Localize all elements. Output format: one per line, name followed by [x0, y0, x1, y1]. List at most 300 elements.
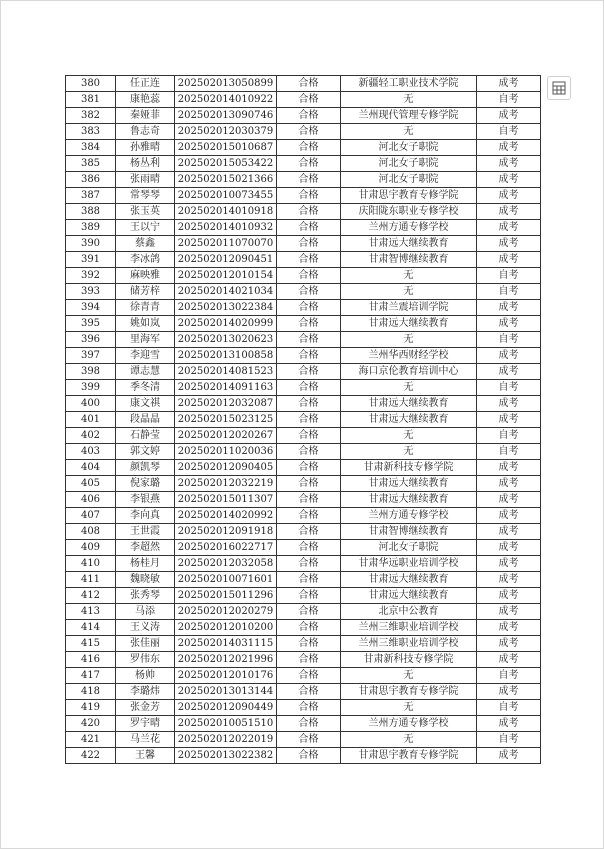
table-row	[66, 396, 541, 412]
exam-id-cell: 202502010051510	[175, 716, 277, 732]
exam-id-cell: 202502013090746	[175, 108, 277, 124]
exam-id-cell: 202502012090405	[175, 460, 277, 476]
institution-cell: 甘肃远大继续教育	[341, 492, 477, 508]
name-cell: 姚如岚	[116, 316, 175, 332]
name-cell: 石静莹	[116, 428, 175, 444]
institution-cell: 无	[341, 124, 477, 140]
table-row	[66, 412, 541, 428]
table-row	[66, 428, 541, 444]
exam-id-cell: 202502015053422	[175, 156, 277, 172]
row-number-cell: 417	[66, 668, 116, 684]
exam-type-cell: 成考	[477, 636, 541, 652]
name-cell: 李璐炜	[116, 684, 175, 700]
exam-type-cell: 自考	[477, 380, 541, 396]
table-row	[66, 572, 541, 588]
row-number-cell: 391	[66, 252, 116, 268]
exam-id-cell: 202502012030379	[175, 124, 277, 140]
table-row	[66, 540, 541, 556]
result-cell: 合格	[277, 188, 341, 204]
row-number-cell: 384	[66, 140, 116, 156]
result-cell: 合格	[277, 668, 341, 684]
institution-cell: 无	[341, 284, 477, 300]
exam-type-cell: 成考	[477, 588, 541, 604]
table-row	[66, 668, 541, 684]
result-cell: 合格	[277, 620, 341, 636]
institution-cell: 庆阳陇东职业专修学校	[341, 204, 477, 220]
exam-id-cell: 202502015011307	[175, 492, 277, 508]
table-row	[66, 220, 541, 236]
institution-cell: 无	[341, 332, 477, 348]
table-row	[66, 92, 541, 108]
table-row	[66, 172, 541, 188]
exam-type-cell: 成考	[477, 252, 541, 268]
exam-id-cell: 202502012010200	[175, 620, 277, 636]
row-number-cell: 422	[66, 748, 116, 764]
row-number-cell: 398	[66, 364, 116, 380]
exam-type-cell: 成考	[477, 684, 541, 700]
exam-id-cell: 202502013100858	[175, 348, 277, 364]
name-cell: 罗伟东	[116, 652, 175, 668]
result-cell: 合格	[277, 700, 341, 716]
exam-type-cell: 成考	[477, 508, 541, 524]
exam-type-cell: 成考	[477, 220, 541, 236]
name-cell: 康艳蕊	[116, 92, 175, 108]
exam-id-cell: 202502012020267	[175, 428, 277, 444]
name-cell: 秦娅菲	[116, 108, 175, 124]
name-cell: 马添	[116, 604, 175, 620]
name-cell: 康文祺	[116, 396, 175, 412]
name-cell: 徐青青	[116, 300, 175, 316]
table-row	[66, 492, 541, 508]
name-cell: 孙雅晴	[116, 140, 175, 156]
institution-cell: 无	[341, 380, 477, 396]
results-table	[65, 75, 541, 764]
institution-cell: 甘肃远大继续教育	[341, 412, 477, 428]
name-cell: 麻映雅	[116, 268, 175, 284]
table-row	[66, 188, 541, 204]
exam-id-cell: 202502013020623	[175, 332, 277, 348]
exam-id-cell: 202502010071601	[175, 572, 277, 588]
row-number-cell: 394	[66, 300, 116, 316]
table-row	[66, 732, 541, 748]
row-number-cell: 395	[66, 316, 116, 332]
table-row	[66, 460, 541, 476]
row-number-cell: 392	[66, 268, 116, 284]
row-number-cell: 402	[66, 428, 116, 444]
table-row	[66, 108, 541, 124]
table-row	[66, 236, 541, 252]
institution-cell: 北京中公教育	[341, 604, 477, 620]
table-row	[66, 76, 541, 92]
exam-type-cell: 成考	[477, 620, 541, 636]
table-row	[66, 620, 541, 636]
exam-id-cell: 202502014020992	[175, 508, 277, 524]
result-cell: 合格	[277, 716, 341, 732]
name-cell: 储芳梓	[116, 284, 175, 300]
row-number-cell: 390	[66, 236, 116, 252]
exam-type-cell: 自考	[477, 700, 541, 716]
table-row	[66, 508, 541, 524]
exam-id-cell: 202502014010932	[175, 220, 277, 236]
result-cell: 合格	[277, 556, 341, 572]
exam-id-cell: 202502014081523	[175, 364, 277, 380]
result-cell: 合格	[277, 652, 341, 668]
result-cell: 合格	[277, 732, 341, 748]
institution-cell: 甘肃华远职业培训学校	[341, 556, 477, 572]
result-cell: 合格	[277, 316, 341, 332]
table-row	[66, 316, 541, 332]
result-cell: 合格	[277, 396, 341, 412]
row-number-cell: 409	[66, 540, 116, 556]
table-row	[66, 348, 541, 364]
table-row	[66, 636, 541, 652]
name-cell: 张金芳	[116, 700, 175, 716]
result-cell: 合格	[277, 540, 341, 556]
table-row	[66, 380, 541, 396]
exam-type-cell: 成考	[477, 492, 541, 508]
table-row	[66, 716, 541, 732]
row-number-cell: 393	[66, 284, 116, 300]
institution-cell: 无	[341, 668, 477, 684]
table-row	[66, 700, 541, 716]
name-cell: 杨丛利	[116, 156, 175, 172]
exam-type-cell: 自考	[477, 268, 541, 284]
exam-type-cell: 自考	[477, 668, 541, 684]
institution-cell: 兰州方通专修学校	[341, 508, 477, 524]
institution-cell: 兰州方通专修学校	[341, 716, 477, 732]
institution-cell: 甘肃远大继续教育	[341, 572, 477, 588]
institution-cell: 无	[341, 444, 477, 460]
exam-id-cell: 202502012010154	[175, 268, 277, 284]
row-number-cell: 383	[66, 124, 116, 140]
exam-id-cell: 202502014010922	[175, 92, 277, 108]
row-number-cell: 415	[66, 636, 116, 652]
result-cell: 合格	[277, 92, 341, 108]
result-cell: 合格	[277, 76, 341, 92]
table-row	[66, 124, 541, 140]
row-number-cell: 406	[66, 492, 116, 508]
exam-id-cell: 202502012032087	[175, 396, 277, 412]
table-row	[66, 252, 541, 268]
exam-id-cell: 202502015010687	[175, 140, 277, 156]
result-cell: 合格	[277, 172, 341, 188]
exam-id-cell: 202502013050899	[175, 76, 277, 92]
results-table-body	[66, 76, 541, 764]
table-row	[66, 140, 541, 156]
result-cell: 合格	[277, 348, 341, 364]
name-cell: 颜凯琴	[116, 460, 175, 476]
exam-type-cell: 成考	[477, 604, 541, 620]
exam-id-cell: 202502013022384	[175, 300, 277, 316]
table-row	[66, 652, 541, 668]
row-number-cell: 414	[66, 620, 116, 636]
exam-type-cell: 成考	[477, 364, 541, 380]
table-row	[66, 204, 541, 220]
result-cell: 合格	[277, 268, 341, 284]
institution-cell: 甘肃思宇教育专修学院	[341, 188, 477, 204]
institution-cell: 甘肃思宇教育专修学院	[341, 684, 477, 700]
exam-id-cell: 202502013013144	[175, 684, 277, 700]
name-cell: 张玉英	[116, 204, 175, 220]
institution-cell: 甘肃远大继续教育	[341, 236, 477, 252]
name-cell: 常琴琴	[116, 188, 175, 204]
row-number-cell: 400	[66, 396, 116, 412]
exam-type-cell: 成考	[477, 156, 541, 172]
name-cell: 杨桂月	[116, 556, 175, 572]
row-number-cell: 382	[66, 108, 116, 124]
result-cell: 合格	[277, 412, 341, 428]
exam-id-cell: 202502014020999	[175, 316, 277, 332]
name-cell: 季冬清	[116, 380, 175, 396]
exam-type-cell: 成考	[477, 748, 541, 764]
result-cell: 合格	[277, 524, 341, 540]
institution-cell: 河北女子职院	[341, 540, 477, 556]
institution-cell: 兰州三维职业培训学校	[341, 636, 477, 652]
institution-cell: 海口京伦教育培训中心	[341, 364, 477, 380]
institution-cell: 甘肃远大继续教育	[341, 396, 477, 412]
result-cell: 合格	[277, 332, 341, 348]
row-number-cell: 381	[66, 92, 116, 108]
exam-id-cell: 202502013022382	[175, 748, 277, 764]
result-cell: 合格	[277, 748, 341, 764]
table-row	[66, 588, 541, 604]
exam-type-cell: 成考	[477, 316, 541, 332]
exam-type-cell: 成考	[477, 476, 541, 492]
exam-type-cell: 成考	[477, 396, 541, 412]
result-cell: 合格	[277, 636, 341, 652]
result-cell: 合格	[277, 236, 341, 252]
row-number-cell: 396	[66, 332, 116, 348]
result-cell: 合格	[277, 284, 341, 300]
name-cell: 李迎雪	[116, 348, 175, 364]
exam-id-cell: 202502010073455	[175, 188, 277, 204]
institution-cell: 无	[341, 700, 477, 716]
exam-id-cell: 202502011070070	[175, 236, 277, 252]
exam-id-cell: 202502014031115	[175, 636, 277, 652]
exam-id-cell: 202502012032058	[175, 556, 277, 572]
exam-type-cell: 自考	[477, 444, 541, 460]
row-number-cell: 421	[66, 732, 116, 748]
institution-cell: 甘肃远大继续教育	[341, 316, 477, 332]
exam-type-cell: 自考	[477, 92, 541, 108]
row-number-cell: 397	[66, 348, 116, 364]
exam-type-cell: 成考	[477, 108, 541, 124]
institution-cell: 甘肃兰震培训学院	[341, 300, 477, 316]
exam-id-cell: 202502012021996	[175, 652, 277, 668]
result-cell: 合格	[277, 428, 341, 444]
row-number-cell: 387	[66, 188, 116, 204]
result-cell: 合格	[277, 156, 341, 172]
exam-type-cell: 自考	[477, 732, 541, 748]
exam-type-cell: 自考	[477, 284, 541, 300]
row-number-cell: 404	[66, 460, 116, 476]
exam-id-cell: 202502012022019	[175, 732, 277, 748]
exam-id-cell: 202502012020279	[175, 604, 277, 620]
name-cell: 张雨晴	[116, 172, 175, 188]
result-cell: 合格	[277, 508, 341, 524]
institution-cell: 甘肃智博继续教育	[341, 252, 477, 268]
exam-id-cell: 202502014010918	[175, 204, 277, 220]
result-cell: 合格	[277, 460, 341, 476]
table-row	[66, 284, 541, 300]
exam-type-cell: 成考	[477, 172, 541, 188]
institution-cell: 河北女子职院	[341, 172, 477, 188]
institution-cell: 兰州现代管理专修学院	[341, 108, 477, 124]
row-number-cell: 386	[66, 172, 116, 188]
result-cell: 合格	[277, 444, 341, 460]
row-number-cell: 408	[66, 524, 116, 540]
result-cell: 合格	[277, 220, 341, 236]
name-cell: 里海军	[116, 332, 175, 348]
name-cell: 倪家璐	[116, 476, 175, 492]
name-cell: 郭文婷	[116, 444, 175, 460]
exam-id-cell: 202502012010176	[175, 668, 277, 684]
row-number-cell: 418	[66, 684, 116, 700]
result-cell: 合格	[277, 604, 341, 620]
name-cell: 张佳丽	[116, 636, 175, 652]
name-cell: 杨帅	[116, 668, 175, 684]
exam-type-cell: 成考	[477, 460, 541, 476]
name-cell: 马兰花	[116, 732, 175, 748]
exam-id-cell: 202502012032219	[175, 476, 277, 492]
result-cell: 合格	[277, 300, 341, 316]
institution-cell: 甘肃新科技专修学院	[341, 460, 477, 476]
name-cell: 段晶晶	[116, 412, 175, 428]
institution-cell: 无	[341, 428, 477, 444]
result-cell: 合格	[277, 140, 341, 156]
exam-type-cell: 成考	[477, 76, 541, 92]
exam-type-cell: 成考	[477, 300, 541, 316]
exam-type-cell: 成考	[477, 188, 541, 204]
table-row	[66, 300, 541, 316]
exam-type-cell: 成考	[477, 540, 541, 556]
exam-type-cell: 成考	[477, 204, 541, 220]
institution-cell: 无	[341, 92, 477, 108]
row-number-cell: 416	[66, 652, 116, 668]
row-number-cell: 385	[66, 156, 116, 172]
name-cell: 王世霞	[116, 524, 175, 540]
table-row	[66, 684, 541, 700]
exam-type-cell: 成考	[477, 236, 541, 252]
table-row	[66, 556, 541, 572]
exam-id-cell: 202502012091918	[175, 524, 277, 540]
exam-id-cell: 202502011020036	[175, 444, 277, 460]
exam-type-cell: 成考	[477, 572, 541, 588]
result-cell: 合格	[277, 684, 341, 700]
institution-cell: 兰州三维职业培训学校	[341, 620, 477, 636]
name-cell: 王义涛	[116, 620, 175, 636]
row-number-cell: 399	[66, 380, 116, 396]
name-cell: 王以宁	[116, 220, 175, 236]
row-number-cell: 388	[66, 204, 116, 220]
name-cell: 罗宇晴	[116, 716, 175, 732]
name-cell: 谭志慧	[116, 364, 175, 380]
row-number-cell: 407	[66, 508, 116, 524]
row-number-cell: 420	[66, 716, 116, 732]
exam-type-cell: 成考	[477, 652, 541, 668]
exam-type-cell: 成考	[477, 140, 541, 156]
row-number-cell: 401	[66, 412, 116, 428]
exam-type-cell: 成考	[477, 348, 541, 364]
row-number-cell: 405	[66, 476, 116, 492]
name-cell: 任正连	[116, 76, 175, 92]
exam-type-cell: 成考	[477, 412, 541, 428]
exam-id-cell: 202502015023125	[175, 412, 277, 428]
row-number-cell: 411	[66, 572, 116, 588]
row-number-cell: 412	[66, 588, 116, 604]
exam-id-cell: 202502015021366	[175, 172, 277, 188]
exam-id-cell: 202502014091163	[175, 380, 277, 396]
institution-cell: 河北女子职院	[341, 140, 477, 156]
exam-type-cell: 自考	[477, 428, 541, 444]
name-cell: 鲁志奇	[116, 124, 175, 140]
row-number-cell: 403	[66, 444, 116, 460]
result-cell: 合格	[277, 588, 341, 604]
result-cell: 合格	[277, 492, 341, 508]
exam-id-cell: 202502014021034	[175, 284, 277, 300]
result-cell: 合格	[277, 476, 341, 492]
institution-cell: 无	[341, 268, 477, 284]
exam-type-cell: 成考	[477, 556, 541, 572]
result-cell: 合格	[277, 380, 341, 396]
institution-cell: 甘肃远大继续教育	[341, 588, 477, 604]
table-row	[66, 364, 541, 380]
row-number-cell: 389	[66, 220, 116, 236]
institution-cell: 河北女子职院	[341, 156, 477, 172]
institution-cell: 新疆轻工职业技术学院	[341, 76, 477, 92]
name-cell: 李银燕	[116, 492, 175, 508]
table-row	[66, 604, 541, 620]
institution-cell: 甘肃智博继续教育	[341, 524, 477, 540]
result-cell: 合格	[277, 252, 341, 268]
name-cell: 李冰鸽	[116, 252, 175, 268]
name-cell: 魏晓敏	[116, 572, 175, 588]
name-cell: 蔡鑫	[116, 236, 175, 252]
row-number-cell: 413	[66, 604, 116, 620]
exam-id-cell: 202502015011296	[175, 588, 277, 604]
table-extract-button[interactable]	[547, 76, 571, 100]
table-row	[66, 444, 541, 460]
exam-id-cell: 202502012090451	[175, 252, 277, 268]
exam-id-cell: 202502012090449	[175, 700, 277, 716]
table-row	[66, 332, 541, 348]
row-number-cell: 419	[66, 700, 116, 716]
exam-id-cell: 202502016022717	[175, 540, 277, 556]
institution-cell: 甘肃思宇教育专修学院	[341, 748, 477, 764]
name-cell: 张秀琴	[116, 588, 175, 604]
exam-type-cell: 成考	[477, 716, 541, 732]
result-cell: 合格	[277, 124, 341, 140]
exam-type-cell: 自考	[477, 124, 541, 140]
result-cell: 合格	[277, 108, 341, 124]
result-cell: 合格	[277, 364, 341, 380]
name-cell: 王馨	[116, 748, 175, 764]
institution-cell: 甘肃远大继续教育	[341, 476, 477, 492]
exam-type-cell: 成考	[477, 524, 541, 540]
table-row	[66, 748, 541, 764]
institution-cell: 无	[341, 732, 477, 748]
table-row	[66, 156, 541, 172]
name-cell: 李超然	[116, 540, 175, 556]
table-row	[66, 476, 541, 492]
table-row	[66, 524, 541, 540]
row-number-cell: 410	[66, 556, 116, 572]
result-cell: 合格	[277, 572, 341, 588]
result-cell: 合格	[277, 204, 341, 220]
row-number-cell: 380	[66, 76, 116, 92]
exam-type-cell: 自考	[477, 332, 541, 348]
institution-cell: 甘肃新科技专修学院	[341, 652, 477, 668]
